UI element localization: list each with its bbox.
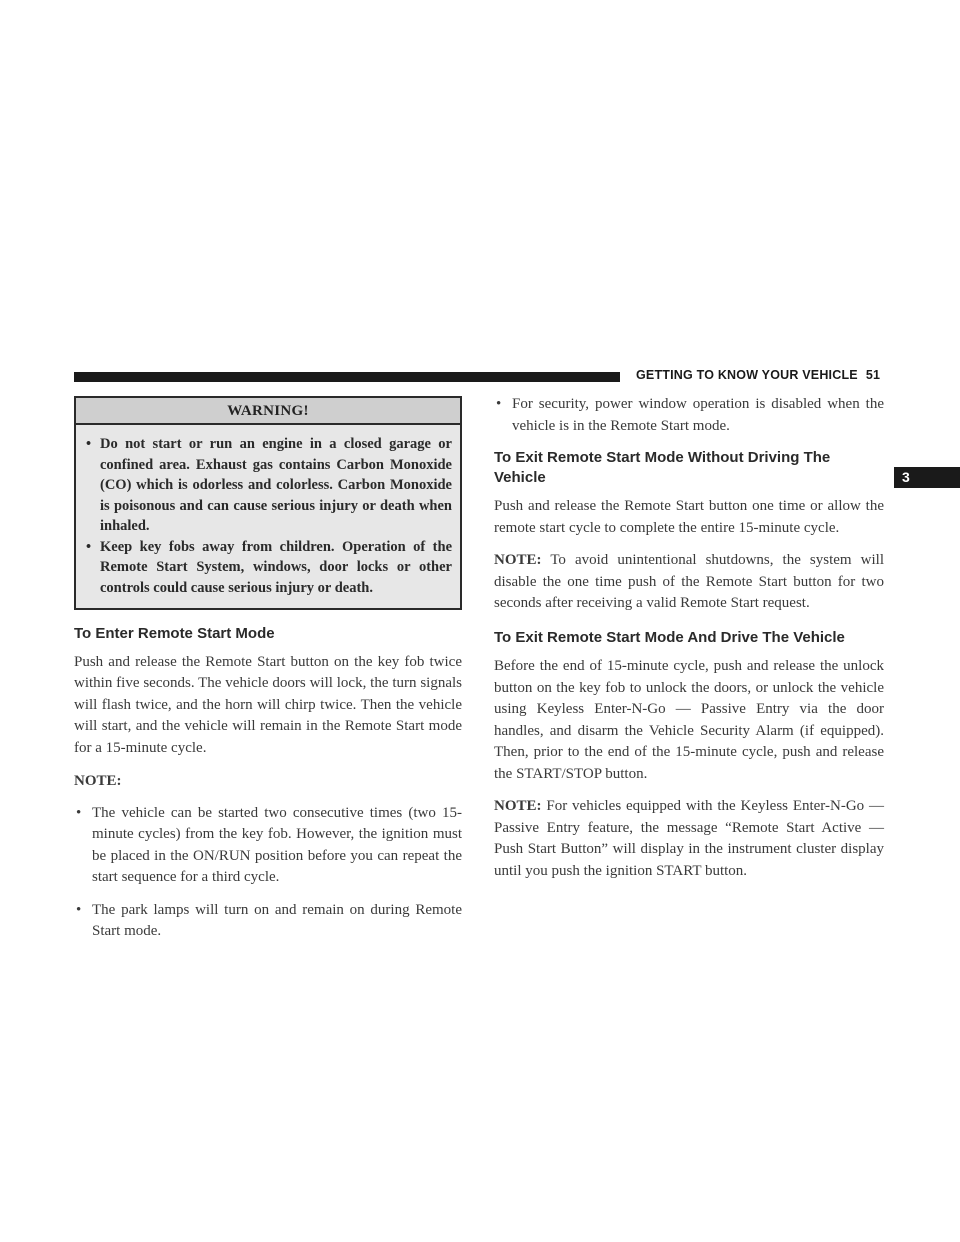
paragraph-exit-without-driving: Push and release the Remote Start button one time or allow the remote start cycle to complete the entire 15-minute cycle. bbox=[494, 498, 884, 536]
section-title: GETTING TO KNOW YOUR VEHICLE bbox=[636, 368, 858, 382]
heading-enter-remote-start: To Enter Remote Start Mode bbox=[74, 625, 275, 642]
note-label-text: NOTE: bbox=[74, 773, 122, 789]
left-column bbox=[74, 396, 462, 943]
security-bullet: • For security, power window operation is disabled when the vehicle is in the Remote Start mode. bbox=[494, 394, 884, 437]
note-label-text: NOTE: bbox=[494, 798, 542, 814]
page-number: 51 bbox=[865, 368, 881, 382]
warning-list bbox=[76, 425, 460, 608]
note-bullet: • The park lamps will turn on and remain on during Remote Start mode. bbox=[74, 900, 462, 943]
note-keyless-enter-n-go bbox=[494, 796, 884, 882]
header-rule bbox=[74, 372, 620, 382]
heading-exit-without-driving: To Exit Remote Start Mode Without Driving The Vehicle bbox=[494, 449, 831, 486]
chapter-tab: 3 bbox=[894, 467, 960, 488]
note-text: For vehicles equipped with the Keyless Enter-N-Go — Passive Entry feature, the message “Remote Start Active — Push Start Button” will display in the instrument cluster display until you push the ignition START button. bbox=[494, 798, 884, 879]
security-bullet-list bbox=[494, 394, 884, 437]
heading-exit-and-drive: To Exit Remote Start Mode And Drive The Vehicle bbox=[494, 628, 845, 646]
warning-item: • Keep key fobs away from children. Operation of the Remote Start System, windows, door locks or other controls could cause serious injury or death. bbox=[86, 537, 452, 599]
paragraph-exit-and-drive: Before the end of 15-minute cycle, push and release the unlock button on the key fob to unlock the doors, or unlock the vehicle using Keyless Enter-N-Go — Passive Entry via the door handles, and disarm the Vehicle Security Alarm (if equipped). Then, prior to the end of the 15-minute cycle, push and release the START/STOP button. bbox=[494, 658, 884, 782]
running-header bbox=[636, 368, 886, 382]
paragraph-enter-remote-start: Push and release the Remote Start button on the key fob twice within five seconds. The vehicle doors will lock, the turn signals will flash twice, and the horn will chirp twice. Then the vehicle will start, and the vehicle will remain in the Remote Start mode for a 15-minute cycle. bbox=[74, 653, 462, 756]
note-label bbox=[74, 771, 462, 793]
right-column bbox=[494, 394, 884, 882]
note-bullets bbox=[74, 803, 462, 943]
note-unintentional-shutdowns bbox=[494, 550, 884, 615]
warning-title: WARNING! bbox=[76, 398, 460, 425]
note-bullet: • The vehicle can be started two consecutive times (two 15-minute cycles) from the key fob. However, the ignition must be placed in the ON/RUN position before you can repeat the start sequence for a third cycle. bbox=[74, 803, 462, 889]
warning-item: • Do not start or run an engine in a closed garage or confined area. Exhaust gas contains Carbon Monoxide (CO) which is odorless and colorless. Carbon Monoxide is poisonous and can cause serious injury or death when inhaled. bbox=[86, 434, 452, 537]
note-label-text: NOTE: bbox=[494, 552, 542, 568]
note-text: To avoid unintentional shutdowns, the system will disable the one time push of the Remote Start button for two seconds after receiving a valid Remote Start request. bbox=[494, 552, 884, 611]
warning-box bbox=[74, 396, 462, 610]
